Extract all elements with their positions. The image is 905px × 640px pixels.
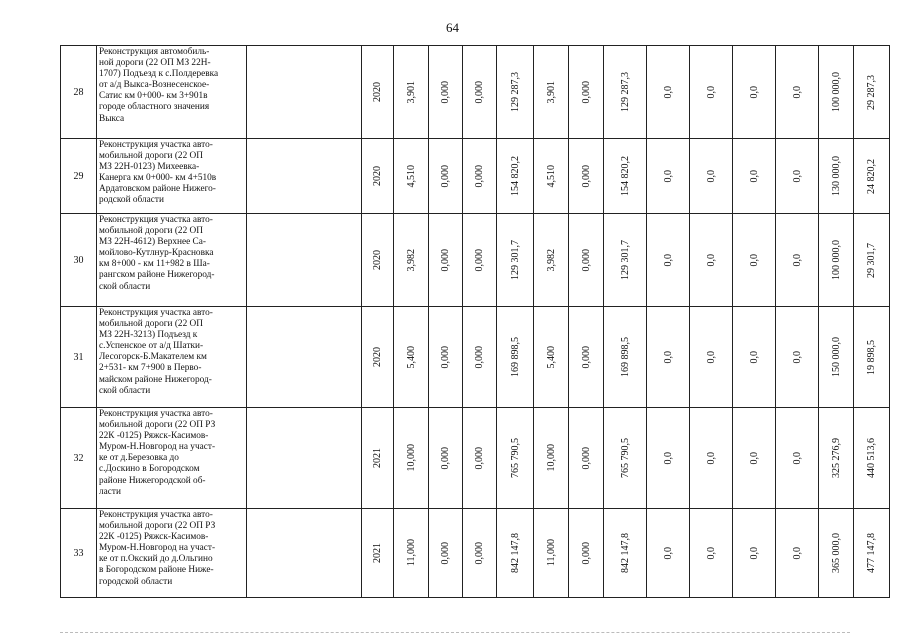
value: 0,000 bbox=[580, 248, 592, 272]
value: 0,0 bbox=[791, 85, 803, 99]
value: 0,0 bbox=[748, 350, 760, 364]
value: 0,000 bbox=[580, 164, 592, 188]
value-cell bbox=[497, 214, 534, 307]
value: 29 301,7 bbox=[866, 242, 877, 278]
value: 0,0 bbox=[748, 169, 760, 183]
value-cell bbox=[690, 139, 733, 214]
value-cell bbox=[854, 307, 890, 408]
value: 477 147,8 bbox=[866, 533, 877, 573]
value: 10,000 bbox=[405, 444, 417, 472]
value-cell bbox=[534, 408, 569, 509]
value-cell bbox=[429, 46, 463, 139]
value: 0,000 bbox=[440, 345, 451, 369]
value: 0,0 bbox=[662, 253, 674, 267]
value-cell bbox=[534, 46, 569, 139]
row-number: 33 bbox=[61, 509, 97, 598]
value: 0,0 bbox=[791, 546, 803, 560]
value-cell bbox=[604, 46, 647, 139]
value: 0,000 bbox=[474, 446, 485, 470]
table-row bbox=[61, 139, 890, 214]
value: 0,000 bbox=[440, 446, 451, 470]
value: 5,400 bbox=[545, 345, 557, 369]
value: 0,0 bbox=[705, 169, 717, 183]
value: 150 000,0 bbox=[830, 337, 842, 377]
value-cell bbox=[534, 509, 569, 598]
value-cell bbox=[819, 408, 854, 509]
value: 0,000 bbox=[440, 80, 451, 104]
value-cell bbox=[647, 139, 690, 214]
value: 0,0 bbox=[705, 350, 717, 364]
value: 129 287,3 bbox=[509, 72, 521, 112]
value-cell bbox=[733, 46, 776, 139]
value: 0,0 bbox=[662, 85, 674, 99]
value: 0,000 bbox=[474, 541, 485, 565]
empty-cell bbox=[247, 214, 362, 307]
value: 0,000 bbox=[474, 345, 485, 369]
value: 3,982 bbox=[405, 248, 417, 272]
value: 4,510 bbox=[405, 164, 417, 188]
value-cell bbox=[429, 307, 463, 408]
year-value: 2020 bbox=[372, 166, 383, 186]
value-cell bbox=[497, 307, 534, 408]
year-value-cell bbox=[362, 46, 394, 139]
value: 130 000,0 bbox=[830, 156, 842, 196]
value: 129 301,7 bbox=[619, 240, 631, 280]
value: 0,0 bbox=[791, 253, 803, 267]
value-cell bbox=[647, 214, 690, 307]
value-cell bbox=[569, 139, 604, 214]
value-cell bbox=[429, 509, 463, 598]
value-cell bbox=[497, 139, 534, 214]
table-row bbox=[61, 408, 890, 509]
value-cell bbox=[690, 509, 733, 598]
value-cell bbox=[690, 214, 733, 307]
value: 0,000 bbox=[474, 80, 485, 104]
value: 0,000 bbox=[474, 164, 485, 188]
value-cell bbox=[463, 408, 497, 509]
value: 0,000 bbox=[440, 248, 451, 272]
value-cell bbox=[394, 408, 429, 509]
value: 0,000 bbox=[580, 345, 592, 369]
value-cell bbox=[429, 408, 463, 509]
value: 0,0 bbox=[705, 253, 717, 267]
table-row bbox=[61, 307, 890, 408]
empty-cell bbox=[247, 408, 362, 509]
value: 3,901 bbox=[545, 80, 557, 104]
value-cell bbox=[854, 214, 890, 307]
value: 0,0 bbox=[748, 546, 760, 560]
value: 0,000 bbox=[474, 248, 485, 272]
value: 0,000 bbox=[580, 446, 592, 470]
object-description: Реконструкция участка авто- мобильной дороги (22 ОП МЗ 22Н-0123) Михеевка- Канерга км 0+000- км 4+510в Ардатовском районе Нижего- родской области bbox=[97, 139, 247, 214]
value-cell bbox=[463, 509, 497, 598]
value: 0,0 bbox=[705, 451, 717, 465]
value-cell bbox=[733, 307, 776, 408]
value-cell bbox=[463, 214, 497, 307]
value-cell bbox=[819, 214, 854, 307]
year-value-cell bbox=[362, 307, 394, 408]
value: 10,000 bbox=[545, 444, 557, 472]
value-cell bbox=[776, 214, 819, 307]
year-value-cell bbox=[362, 214, 394, 307]
value-cell bbox=[819, 307, 854, 408]
value: 0,000 bbox=[580, 80, 592, 104]
value: 11,000 bbox=[545, 539, 557, 567]
value: 0,0 bbox=[791, 451, 803, 465]
value-cell bbox=[463, 46, 497, 139]
year-value-cell bbox=[362, 139, 394, 214]
page-number: 64 bbox=[446, 20, 459, 35]
table-row bbox=[61, 509, 890, 598]
value-cell bbox=[463, 139, 497, 214]
value-cell bbox=[497, 509, 534, 598]
empty-cell bbox=[247, 46, 362, 139]
value: 154 820,2 bbox=[619, 156, 631, 196]
value: 0,000 bbox=[440, 164, 451, 188]
value-cell bbox=[569, 408, 604, 509]
value: 325 276,9 bbox=[830, 438, 842, 478]
year-value: 2020 bbox=[372, 347, 383, 367]
value: 169 898,5 bbox=[619, 337, 631, 377]
value: 0,0 bbox=[662, 350, 674, 364]
value-cell bbox=[429, 139, 463, 214]
value: 0,0 bbox=[748, 85, 760, 99]
value-cell bbox=[569, 509, 604, 598]
value: 19 898,5 bbox=[866, 339, 877, 375]
object-description: Реконструкция участка авто- мобильной дороги (22 ОП РЗ 22К -0125) Ряжск-Касимов- Муром-Н.Новгород на участ- ке от д.Березовка до с.Доскино в Богородском районе Нижегородской об- ласти bbox=[97, 408, 247, 509]
table-row bbox=[61, 46, 890, 139]
value: 100 000,0 bbox=[830, 72, 842, 112]
value: 129 287,3 bbox=[619, 72, 631, 112]
value: 3,901 bbox=[405, 80, 417, 104]
value: 0,0 bbox=[748, 451, 760, 465]
value-cell bbox=[854, 408, 890, 509]
value: 0,0 bbox=[662, 451, 674, 465]
value: 0,0 bbox=[748, 253, 760, 267]
value: 24 820,2 bbox=[866, 158, 877, 194]
value-cell bbox=[776, 46, 819, 139]
value: 11,000 bbox=[405, 539, 417, 567]
scan-edge-line bbox=[60, 632, 850, 634]
value: 29 287,3 bbox=[866, 74, 877, 110]
empty-cell bbox=[247, 307, 362, 408]
value-cell bbox=[854, 46, 890, 139]
value-cell bbox=[854, 139, 890, 214]
empty-cell bbox=[247, 509, 362, 598]
value-cell bbox=[604, 139, 647, 214]
table-row bbox=[61, 214, 890, 307]
value: 0,0 bbox=[705, 85, 717, 99]
value: 129 301,7 bbox=[509, 240, 521, 280]
value: 0,000 bbox=[580, 541, 592, 565]
value: 4,510 bbox=[545, 164, 557, 188]
year-value: 2020 bbox=[372, 82, 383, 102]
object-description: Реконструкция автомобиль- ной дороги (22 ОП МЗ 22Н- 1707) Подъезд к с.Полдеревка от а/д Выкса-Вознесенское- Сатис км 0+000- км 3+901в городе областного значения Выкса bbox=[97, 46, 247, 139]
value-cell bbox=[394, 46, 429, 139]
row-number: 32 bbox=[61, 408, 97, 509]
value-cell bbox=[604, 408, 647, 509]
value: 154 820,2 bbox=[509, 156, 521, 196]
value-cell bbox=[690, 46, 733, 139]
row-number: 28 bbox=[61, 46, 97, 139]
value-cell bbox=[819, 46, 854, 139]
value-cell bbox=[733, 139, 776, 214]
object-description: Реконструкция участка авто- мобильной дороги (22 ОП РЗ 22К -0125) Ряжск-Касимов- Муром-Н.Новгород на участ- ке от п.Окский до д.Ольгино в Богородском районе Ниже- городской области bbox=[97, 509, 247, 598]
row-number: 29 bbox=[61, 139, 97, 214]
value-cell bbox=[394, 139, 429, 214]
value-cell bbox=[394, 509, 429, 598]
value-cell bbox=[776, 139, 819, 214]
value-cell bbox=[604, 509, 647, 598]
row-number: 31 bbox=[61, 307, 97, 408]
value: 0,0 bbox=[791, 169, 803, 183]
value-cell bbox=[647, 509, 690, 598]
value-cell bbox=[647, 46, 690, 139]
year-value-cell bbox=[362, 408, 394, 509]
value: 365 000,0 bbox=[830, 533, 842, 573]
year-value-cell bbox=[362, 509, 394, 598]
value-cell bbox=[569, 214, 604, 307]
empty-cell bbox=[247, 139, 362, 214]
value: 169 898,5 bbox=[509, 337, 521, 377]
object-description: Реконструкция участка авто- мобильной дороги (22 ОП МЗ 22Н-3213) Подъезд к с.Успенское от а/д Шатки- Лесогорск-Б.Макателем км 2+531- км 7+900 в Перво- майском районе Нижегород- ской области bbox=[97, 307, 247, 408]
value-cell bbox=[733, 509, 776, 598]
object-description: Реконструкция участка авто- мобильной дороги (22 ОП МЗ 22Н-4612) Верхнее Са- мойлово-Кутлнур-Красновка км 8+000 - км 11+982 в Ша- рангском районе Нижегород- ской области bbox=[97, 214, 247, 307]
year-value: 2021 bbox=[372, 543, 383, 563]
value-cell bbox=[604, 307, 647, 408]
value-cell bbox=[776, 408, 819, 509]
value-cell bbox=[733, 214, 776, 307]
value: 100 000,0 bbox=[830, 240, 842, 280]
value-cell bbox=[604, 214, 647, 307]
value: 765 790,5 bbox=[619, 438, 631, 478]
value-cell bbox=[534, 307, 569, 408]
value-cell bbox=[819, 139, 854, 214]
value: 0,0 bbox=[705, 546, 717, 560]
value-cell bbox=[776, 307, 819, 408]
value-cell bbox=[690, 307, 733, 408]
value-cell bbox=[647, 307, 690, 408]
value-cell bbox=[394, 307, 429, 408]
value-cell bbox=[819, 509, 854, 598]
year-value: 2020 bbox=[372, 250, 383, 270]
value: 765 790,5 bbox=[509, 438, 521, 478]
value: 3,982 bbox=[545, 248, 557, 272]
value-cell bbox=[534, 214, 569, 307]
value: 440 513,6 bbox=[866, 438, 877, 478]
value-cell bbox=[497, 408, 534, 509]
row-number: 30 bbox=[61, 214, 97, 307]
value: 5,400 bbox=[405, 345, 417, 369]
value-cell bbox=[647, 408, 690, 509]
value: 0,0 bbox=[791, 350, 803, 364]
value: 842 147,8 bbox=[509, 533, 521, 573]
value-cell bbox=[463, 307, 497, 408]
value-cell bbox=[854, 509, 890, 598]
value-cell bbox=[733, 408, 776, 509]
value-cell bbox=[394, 214, 429, 307]
value: 0,0 bbox=[662, 169, 674, 183]
value-cell bbox=[569, 46, 604, 139]
value-cell bbox=[429, 214, 463, 307]
value: 0,0 bbox=[662, 546, 674, 560]
value: 0,000 bbox=[440, 541, 451, 565]
value-cell bbox=[534, 139, 569, 214]
road-reconstruction-table bbox=[60, 45, 890, 598]
value-cell bbox=[776, 509, 819, 598]
value-cell bbox=[497, 46, 534, 139]
year-value: 2021 bbox=[372, 448, 383, 468]
value-cell bbox=[569, 307, 604, 408]
value: 842 147,8 bbox=[619, 533, 631, 573]
value-cell bbox=[690, 408, 733, 509]
